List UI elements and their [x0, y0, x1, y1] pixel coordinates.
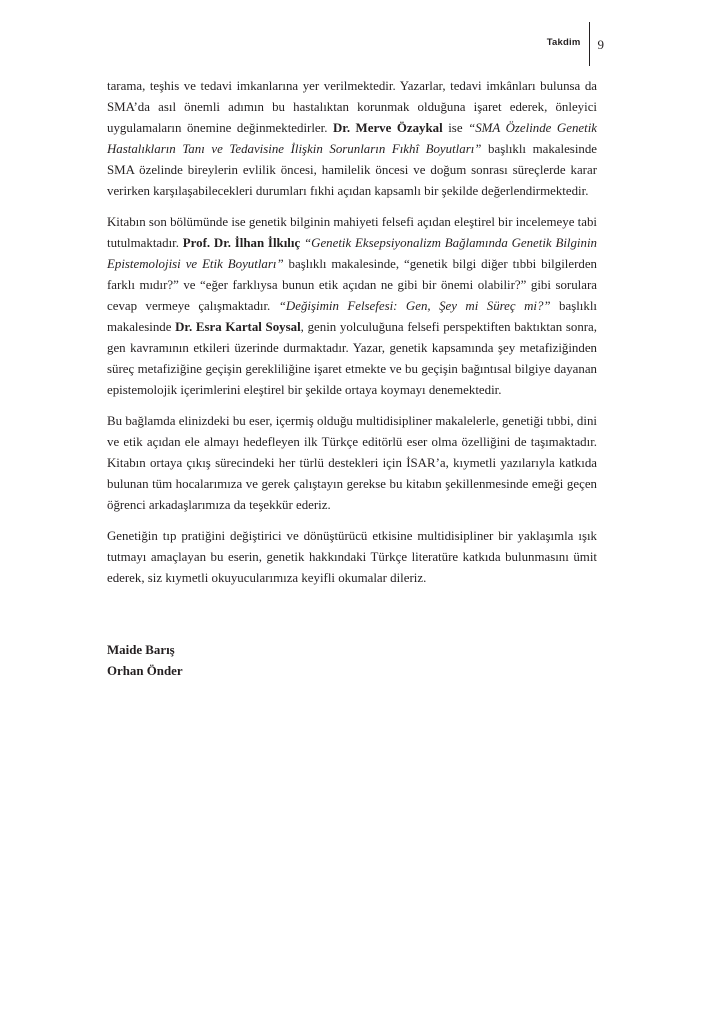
paragraph	[107, 411, 597, 516]
body-text	[107, 76, 597, 599]
text-run: Genetiğin tıp pratiğini değiştirici ve dönüştürücü etkisine multidisipliner bir yaklaşımla ışık tutmayı amaçlayan bu eserin, genetik hakkındaki Türkçe literatüre katkıda bulunmasını ümit ederek, siz kıymetli okuyucularımıza keyifli okumalar dileriz.	[107, 529, 597, 585]
article-title: “Genetik Eksepsiyonalizm Bağlamında Genetik Bilginin Epistemolojisi ve Etik Boyutları”	[107, 236, 597, 271]
paragraph	[107, 212, 597, 401]
text-run: , genin yolculuğuna felsefi perspektiften baktıktan sonra, gen kavramının etkileri üzerinde durmaktadır. Yazar, genetik kapsamında şey metafiziğinden süreç metafiziğine geçişin gerekliliğine işaret etmekte ve bu geçişin bağıntısal bilgiye dayanan epistemolojik içerimlerini eleştirel bir şekilde ortaya koymayı denemektedir.	[107, 320, 597, 397]
author-name-inline: Dr. Esra Kartal Soysal	[175, 320, 301, 334]
text-run: tarama, teşhis ve tedavi imkanlarına yer verilmektedir. Yazarlar, tedavi imkânları bulunsa da SMA’da asıl önemli adımın bu hastalıktan korunmak olduğuna işaret ederek, önleyici uygulamaların önemine değinmektedirler.	[107, 79, 597, 135]
paragraph	[107, 526, 597, 589]
text-run: başlıklı makalesinde, “genetik bilgi diğer tıbbi bilgilerden farklı mıdır?” ve “eğer farklıysa bunun etik açıdan ne gibi bir önemi olabilir?” gibi sorulara cevap vermeye çalışmaktadır.	[107, 257, 597, 313]
running-header-section-title: Takdim	[546, 36, 581, 48]
text-run: Kitabın son bölümünde ise genetik bilginin mahiyeti felsefi açıdan eleştirel bir incelemeye tabi tutulmaktadır.	[107, 215, 597, 250]
author-name: Orhan Önder	[107, 664, 183, 678]
article-title: “Değişimin Felsefesi: Gen, Şey mi Süreç mi?”	[278, 299, 551, 313]
author-name-inline: Prof. Dr. İlhan İlkılıç	[182, 236, 301, 250]
text-run: başlıklı makalesinde SMA özelinde bireylerin evlilik öncesi, hamilelik öncesi ve doğum sonrası süreçlerde karar verirken karşılaşabilecekleri durumları fıkhi açıdan kapsamlı bir şekilde değerlendirmektedir.	[107, 142, 598, 198]
article-title: “SMA Özelinde Genetik Hastalıkların Tanı ve Tedavisine İlişkin Sorunların Fıkhî Boyutları”	[107, 121, 597, 156]
text-run: Bu bağlamda elinizdeki bu eser, içermiş olduğu multidisipliner makalelerle, genetiği tıbbi, dini ve etik açıdan ele almayı hedefleyen ilk Türkçe editörlü eser olma özelliğini de taşımaktadır. Kitabın ortaya çıkış sürecindeki her türlü destekleri için İSAR’a, kıymetli yazılarıyla katkıda bulunan tüm hocalarımıza ve gerek çalıştayın gerekse bu kitabın şekillenmesinde emeği geçen öğrenci arkadaşlarımıza da teşekkür ederiz.	[107, 414, 597, 512]
header-divider	[589, 22, 590, 66]
signature-block	[107, 640, 183, 682]
author-name-inline: Dr. Merve Özaykal	[332, 121, 443, 135]
text-run: başlıklı makalesinde	[107, 299, 598, 334]
author-name: Maide Barış	[107, 643, 175, 657]
text-run: ise	[442, 121, 469, 135]
page-number: 9	[597, 37, 604, 52]
running-header	[547, 22, 604, 66]
paragraph	[107, 76, 597, 202]
